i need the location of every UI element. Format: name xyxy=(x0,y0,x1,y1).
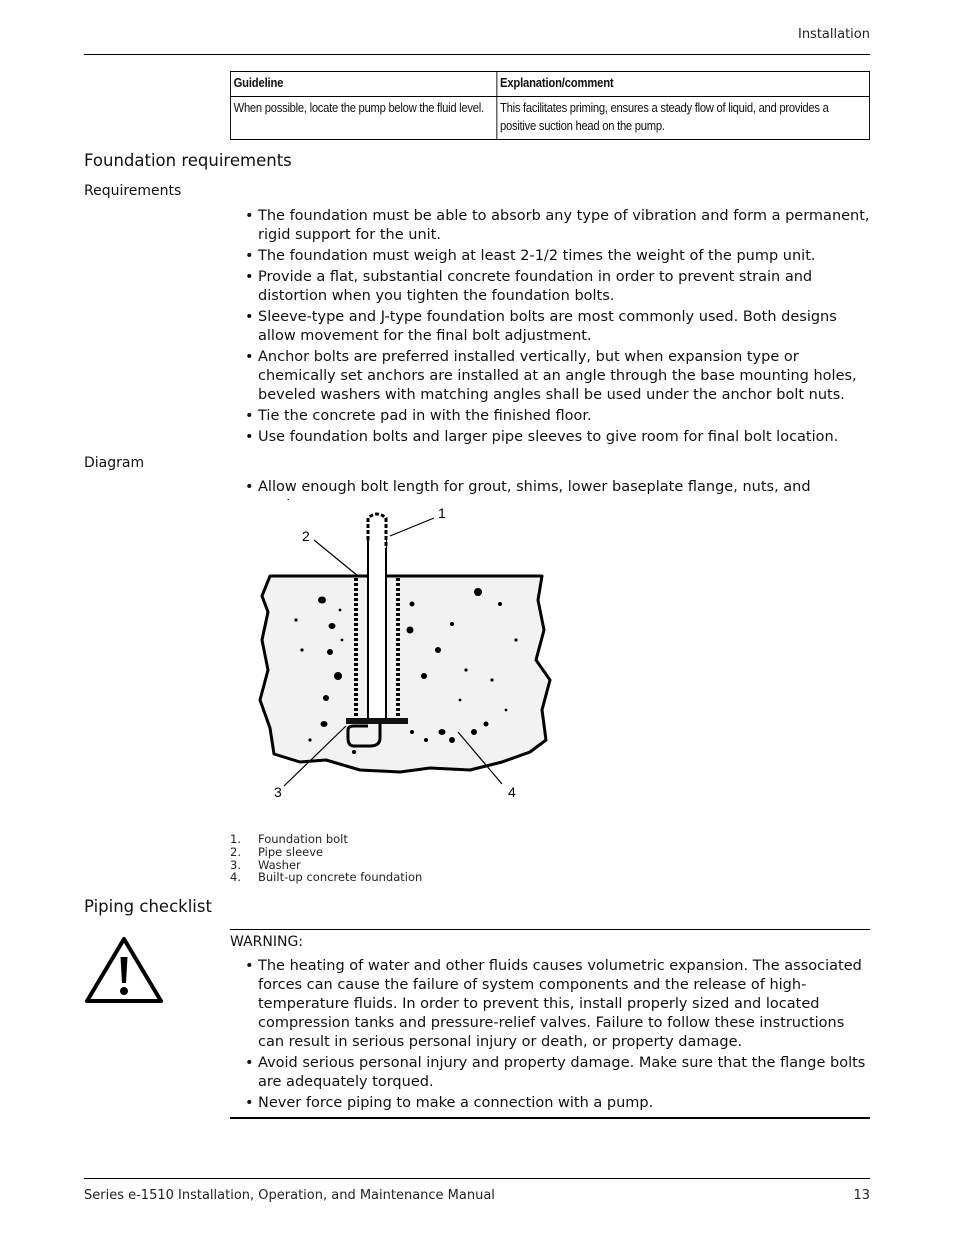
table-cell-guideline: When possible, locate the pump below the fluid level. xyxy=(230,97,496,140)
list-item: • Avoid serious personal injury and property damage. Make sure that the flange bolts are adequately torqued. xyxy=(240,1054,872,1092)
warning-top-rule xyxy=(230,929,870,930)
table-cell-explanation: This facilitates priming, ensures a steady flow of liquid, and provides a positive suction head on the pump. xyxy=(497,97,870,140)
callout-1: 1 xyxy=(438,505,446,521)
warning-list xyxy=(240,957,872,1115)
legend-text: Foundation bolt xyxy=(258,832,348,846)
running-header: Installation xyxy=(797,27,870,42)
warning-triangle-icon xyxy=(84,935,164,1005)
list-item: • Never force piping to make a connection with a pump. xyxy=(240,1094,872,1113)
list-item: • The foundation must weigh at least 2-1/2 times the weight of the pump unit. xyxy=(240,247,872,266)
footer-manual-title: Series e-1510 Installation, Operation, and Maintenance Manual xyxy=(84,1188,495,1203)
requirements-list xyxy=(240,207,872,449)
list-item: • Allow enough bolt length for grout, shims, lower baseplate flange, nuts, and xyxy=(240,478,872,516)
legend-text: Pipe sleeve xyxy=(258,844,324,859)
callout-4: 4 xyxy=(508,784,516,800)
list-item xyxy=(230,833,422,846)
list-item: • Provide a flat, substantial concrete foundation in order to prevent strain and distortion when you tighten the foundation bolts. xyxy=(240,268,872,306)
table-row xyxy=(230,97,869,140)
section-title-foundation: Foundation requirements xyxy=(84,151,292,170)
warning-bottom-rule xyxy=(230,1117,870,1119)
header-rule xyxy=(84,54,870,55)
subsection-label-requirements: Requirements xyxy=(84,183,182,199)
foundation-bolt-diagram xyxy=(230,500,570,826)
list-item: • Tie the concrete pad in with the finished floor. xyxy=(240,407,872,426)
list-item xyxy=(230,871,422,884)
callout-3: 3 xyxy=(274,784,282,800)
list-item xyxy=(230,846,422,859)
legend-number: 4. xyxy=(230,870,241,885)
callout-2: 2 xyxy=(302,528,310,544)
page-number: 13 xyxy=(853,1188,870,1203)
footer-rule xyxy=(84,1178,870,1179)
list-item: • Use foundation bolts and larger pipe sleeves to give room for final bolt location. xyxy=(240,428,872,447)
table-header-row xyxy=(230,72,869,97)
column-header-explanation: Explanation/comment xyxy=(497,72,870,97)
list-item: • Sleeve-type and J-type foundation bolts are most commonly used. Both designs allow movement for the final bolt adjustment. xyxy=(240,308,872,346)
list-item: • The foundation must be able to absorb any type of vibration and form a permanent, rigid support for the unit. xyxy=(240,207,872,245)
guideline-table xyxy=(230,71,870,140)
list-item: • The heating of water and other fluids causes volumetric expansion. The associated forces can cause the failure of system components and the release of high-temperature fluids. In order to prevent this, install properly sized and located compression tanks and pressure-relief valves. Failure to follow these instructions can result in serious personal injury or death, or property damage. xyxy=(240,957,872,1052)
warning-label: WARNING: xyxy=(230,934,304,950)
section-title-piping: Piping checklist xyxy=(84,897,212,916)
list-item: • Anchor bolts are preferred installed vertically, but when expansion type or chemically set anchors are installed at an angle through the base mounting holes, beveled washers with matching angles shall be used under the anchor bolt nuts. xyxy=(240,348,872,405)
subsection-label-diagram: Diagram xyxy=(84,455,145,471)
diagram-legend xyxy=(230,833,422,884)
legend-number: 2. xyxy=(230,844,241,859)
legend-text: Built-up concrete foundation xyxy=(258,870,423,885)
column-header-guideline: Guideline xyxy=(230,72,496,97)
legend-text: Washer xyxy=(258,857,301,872)
legend-number: 1. xyxy=(230,832,241,846)
legend-number: 3. xyxy=(230,857,241,872)
